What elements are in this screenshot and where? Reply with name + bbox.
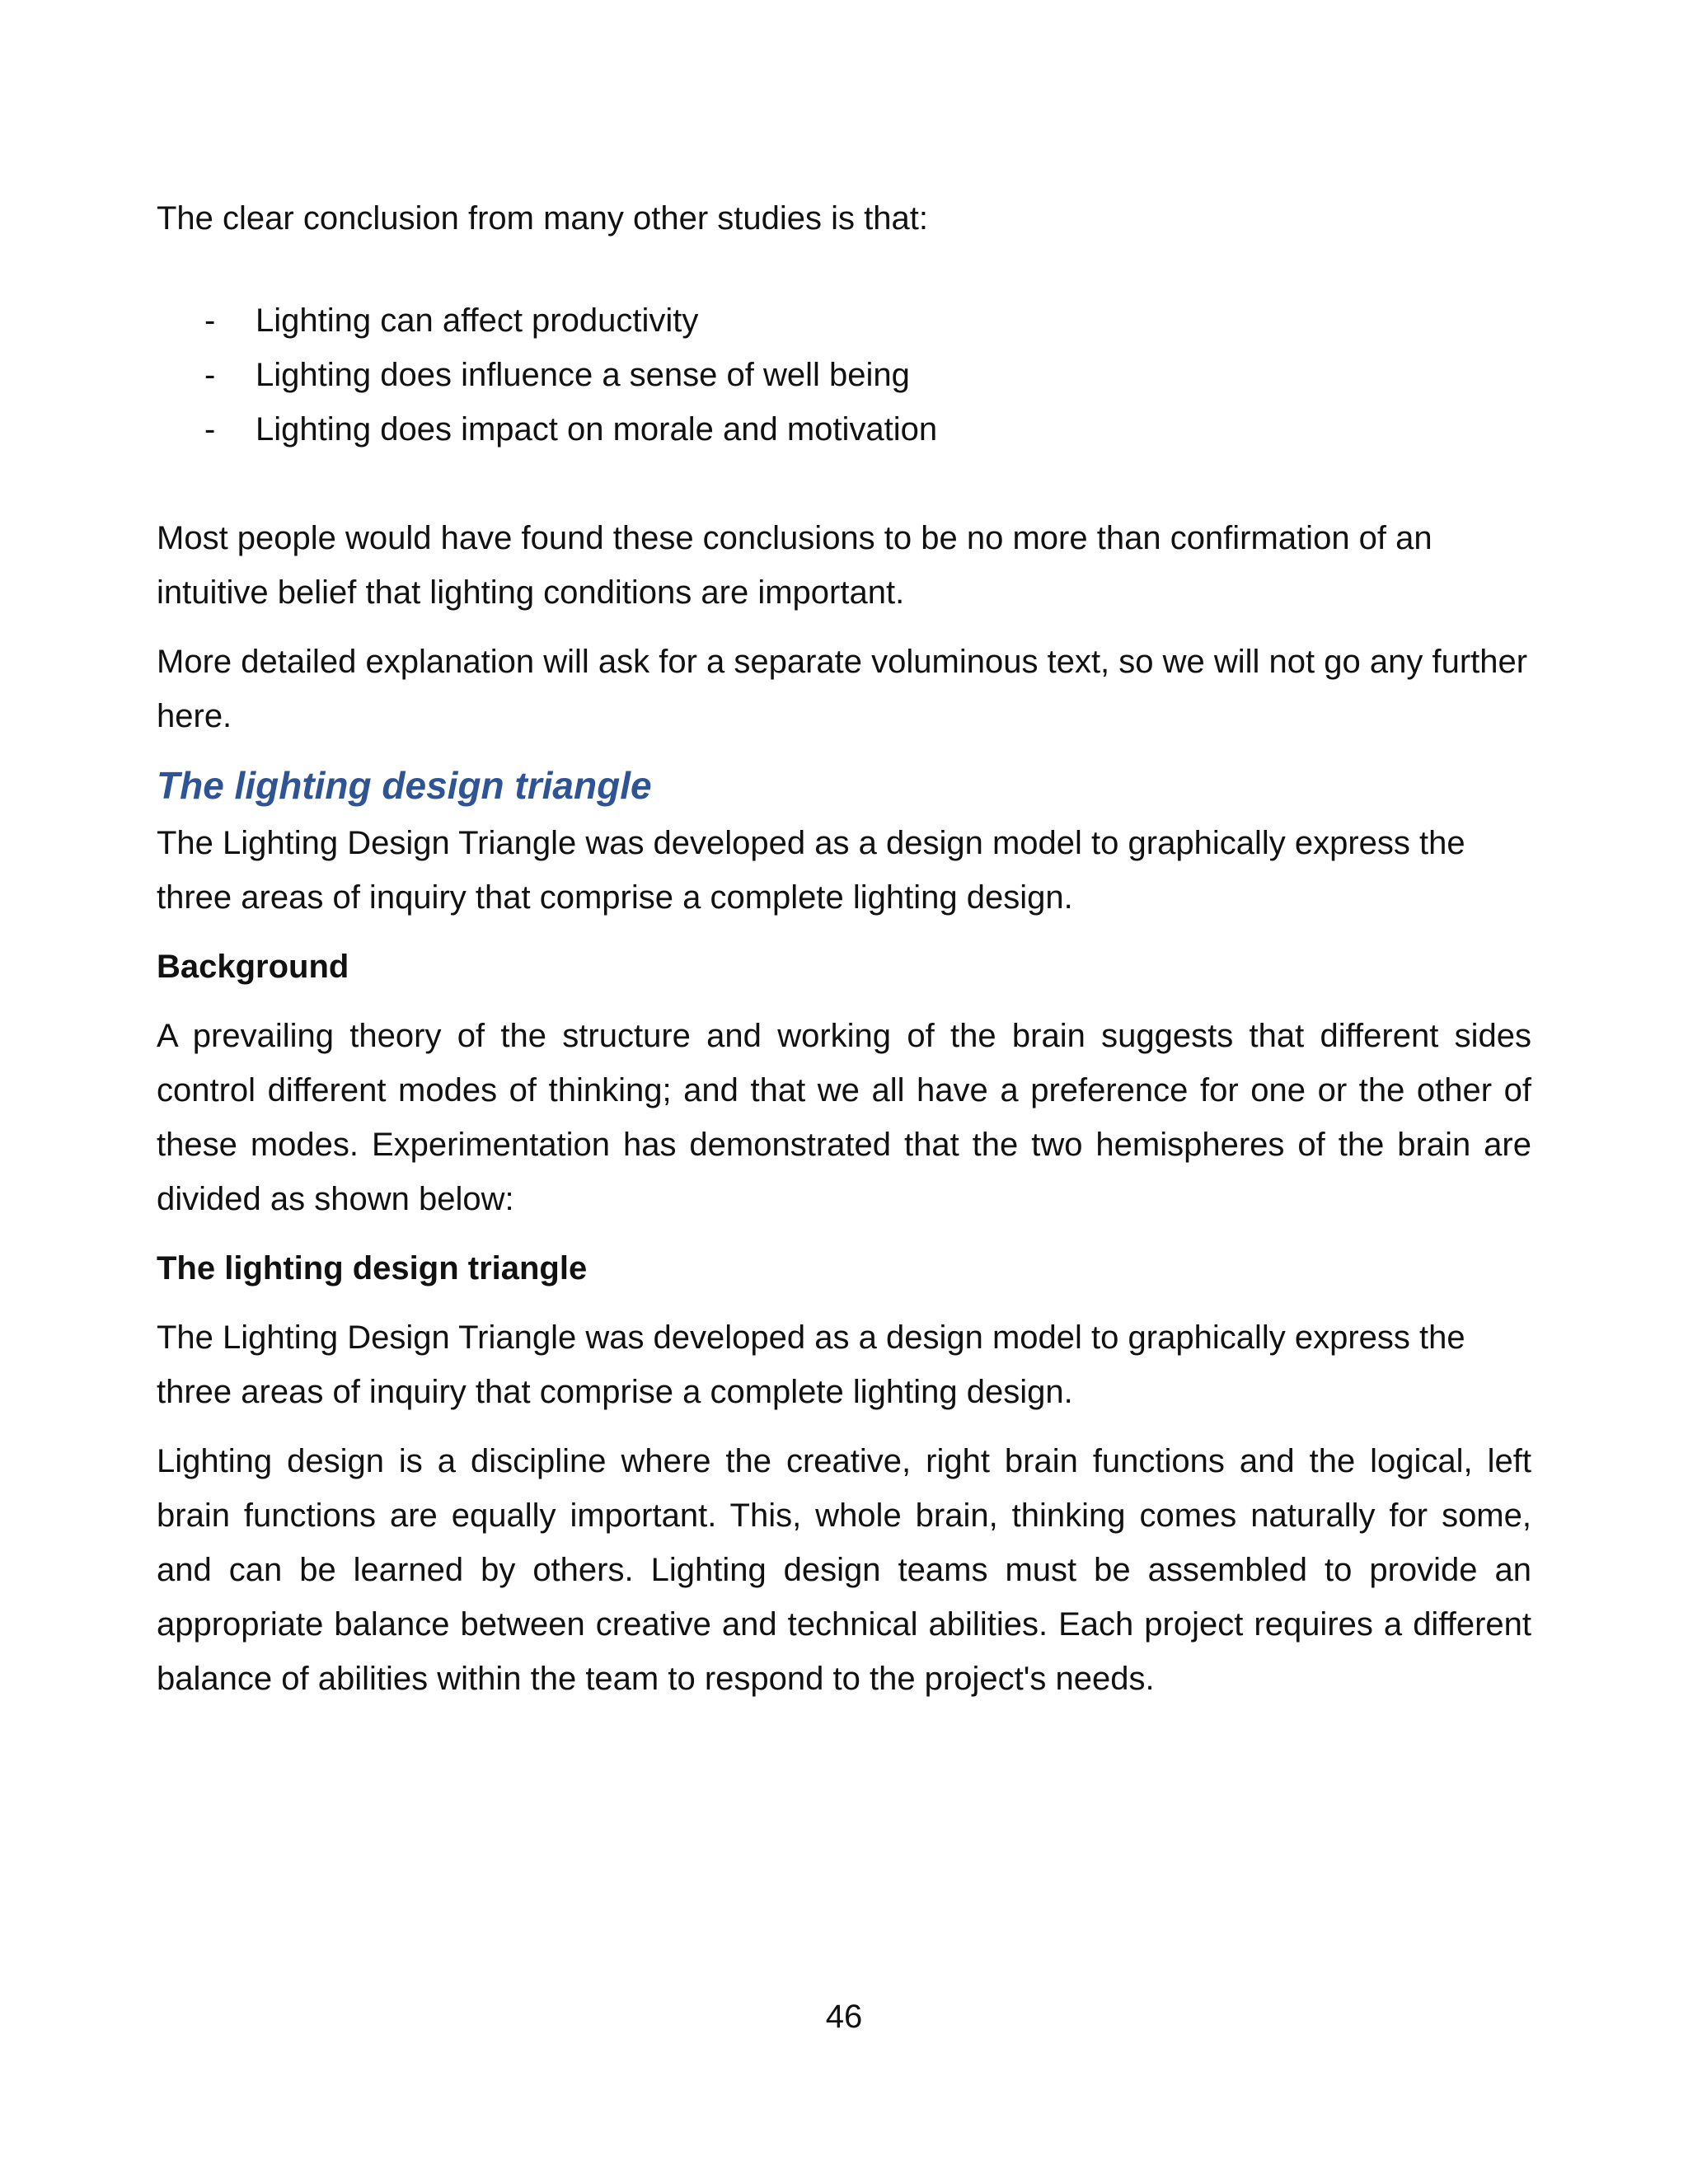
list-item-text: Lighting does influence a sense of well being — [256, 357, 910, 393]
list-item — [157, 348, 1531, 402]
intro-paragraph: The clear conclusion from many other studies is that: — [157, 200, 928, 237]
bullet-dash: - — [204, 357, 216, 393]
list-item-text: Lighting can affect productivity — [256, 302, 699, 339]
list-item — [157, 293, 1531, 348]
triangle-paragraph-1: The Lighting Design Triangle was developed as a design model to graphically express the three areas of inquiry that comprise a complete lighting design. — [157, 1319, 1465, 1410]
conclusion-paragraph: Most people would have found these conclusions to be no more than confirmation of an intuitive belief that lighting conditions are important. — [157, 520, 1432, 611]
background-heading: Background — [157, 949, 349, 985]
bullet-dash: - — [204, 302, 216, 339]
further-paragraph: More detailed explanation will ask for a separate voluminous text, so we will not go any further here. — [157, 644, 1528, 734]
triangle-paragraph-2: Lighting design is a discipline where the creative, right brain functions and the logical, left brain functions are equally important. This, whole brain, thinking comes naturally for some, and can be learned by others. Lighting design teams must be assembled to provide an appropriate balance between creative and technical abilities. Each project requires a different balance of abilities within the team to respond to the project's needs. — [157, 1443, 1531, 1697]
list-item — [157, 402, 1531, 457]
page-number: 46 — [825, 1999, 863, 2035]
background-paragraph: A prevailing theory of the structure and working of the brain suggests that different sides control different modes of thinking; and that we all have a preference for one or the other of these modes. Experimentation has demonstrated that the two hemispheres of the brain are divided as shown below: — [157, 1018, 1531, 1217]
bullet-dash: - — [204, 411, 216, 448]
conclusion-list — [157, 293, 1531, 457]
page-content — [157, 191, 1531, 1706]
list-item-text: Lighting does impact on morale and motivation — [256, 411, 938, 448]
triangle-heading: The lighting design triangle — [157, 1250, 588, 1286]
section-heading: The lighting design triangle — [157, 764, 652, 807]
section-intro-paragraph: The Lighting Design Triangle was developed as a design model to graphically express the three areas of inquiry that comprise a complete lighting design. — [157, 825, 1465, 916]
